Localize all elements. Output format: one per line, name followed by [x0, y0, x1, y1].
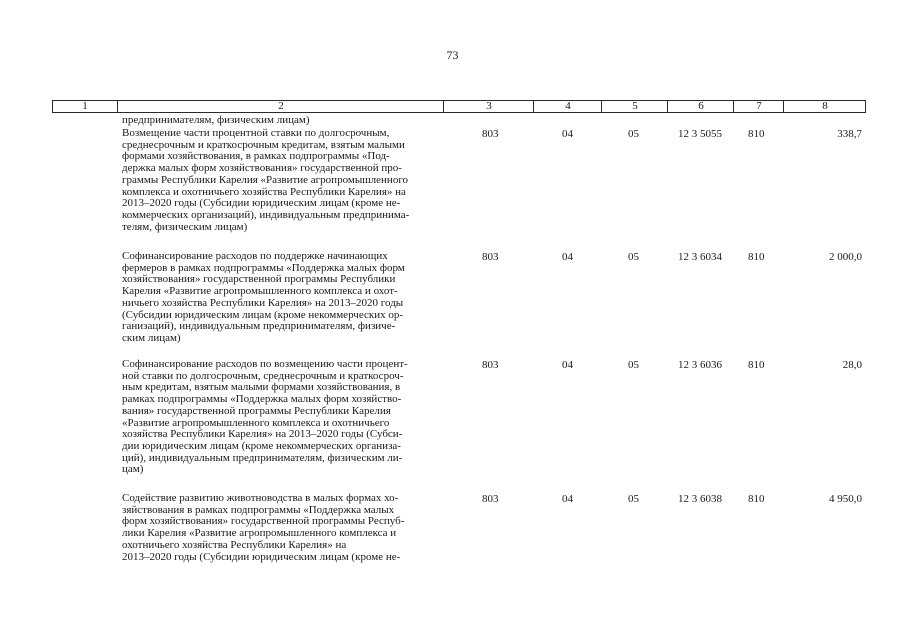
header-cell-5: 5	[601, 101, 668, 112]
header-cell-6: 6	[667, 101, 734, 112]
row-3-col4: 04	[562, 359, 573, 371]
row-2-col7: 810	[748, 251, 765, 263]
row-2-col6: 12 3 6034	[678, 251, 722, 263]
row-4-col7: 810	[748, 493, 765, 505]
row-2-col4: 04	[562, 251, 573, 263]
row-3-col6: 12 3 6036	[678, 359, 722, 371]
header-cell-3: 3	[443, 101, 534, 112]
header-cell-7: 7	[733, 101, 784, 112]
page-number: 73	[446, 48, 459, 62]
row-1-col5: 05	[628, 128, 639, 140]
row-2-col5: 05	[628, 251, 639, 263]
row-4-col5: 05	[628, 493, 639, 505]
row-3-col5: 05	[628, 359, 639, 371]
row-2-col8: 2 000,0	[829, 251, 862, 263]
row-3-col8: 28,0	[842, 359, 862, 371]
header-cell-2: 2	[117, 101, 444, 112]
row-3-col3: 803	[482, 359, 499, 371]
table-header-row	[52, 100, 866, 113]
row-3-description: Софинансирование расходов по возмещению части процент- ной ставки по долгосрочным, среднесрочным и краткосроч- ным кредитам, взятым малыми формами хозяйствования, в рамках подпрограммы «Поддержка малых форм хозяйство- вания» государственной программы Республики Карелия «Развитие агропромышленного комплекса и охотничьего хозяйства Республики Карелия» на 2013–2020 годы (Субси- дии юридическим лицам (кроме некоммерческих организа- ций), индивидуальным предпринимателям, физическим ли- цам)	[122, 358, 408, 476]
row-3-col7: 810	[748, 359, 765, 371]
row-4-col3: 803	[482, 493, 499, 505]
row-4-description: Содействие развитию животноводства в малых формах хо- зяйствования в рамках подпрограммы «Поддержка малых форм хозяйствования» государственной программы Респуб- лики Карелия «Развитие агропромышленного комплекса и охотничьего хозяйства Республики Карелия» на 2013–2020 годы (Субсидии юридическим лицам (кроме не-	[122, 492, 405, 563]
row-4-col6: 12 3 6038	[678, 493, 722, 505]
row-1-col4: 04	[562, 128, 573, 140]
row-2-col3: 803	[482, 251, 499, 263]
header-cell-8: 8	[783, 101, 866, 112]
header-cell-1: 1	[82, 100, 88, 112]
row-1-col6: 12 3 5055	[678, 128, 722, 140]
row-4-col4: 04	[562, 493, 573, 505]
row-2-description: Софинансирование расходов по поддержке начинающих фермеров в рамках подпрограммы «Поддержка малых форм хозяйствования» государственной программы Республики Карелия «Развитие агропромышленного комплекса и охот- ничьего хозяйства Республики Карелия» на 2013–2020 годы (Субсидии юридическим лицам (кроме некоммерческих ор- ганизаций), индивидуальным предпринимателям, физиче- ским лицам)	[122, 250, 405, 344]
continuation-text: предпринимателям, физическим лицам)	[122, 114, 310, 126]
row-1-col3: 803	[482, 128, 499, 140]
row-1-col7: 810	[748, 128, 765, 140]
row-4-col8: 4 950,0	[829, 493, 862, 505]
row-1-description: Возмещение части процентной ставки по долгосрочным, среднесрочным и краткосрочным кредитам, взятым малыми формами хозяйствования, в рамках подпрограммы «Под- держка малых форм хозяйствования» государственной про- граммы Республики Карелия «Развитие агропромышленного комплекса и охотничьего хозяйства Республики Карелия» на 2013–2020 годы (Субсидии юридическим лицам (кроме не- коммерческих организаций), индивидуальным предпринима- телям, физическим лицам)	[122, 127, 410, 233]
header-cell-4: 4	[533, 101, 602, 112]
row-1-col8: 338,7	[837, 128, 862, 140]
